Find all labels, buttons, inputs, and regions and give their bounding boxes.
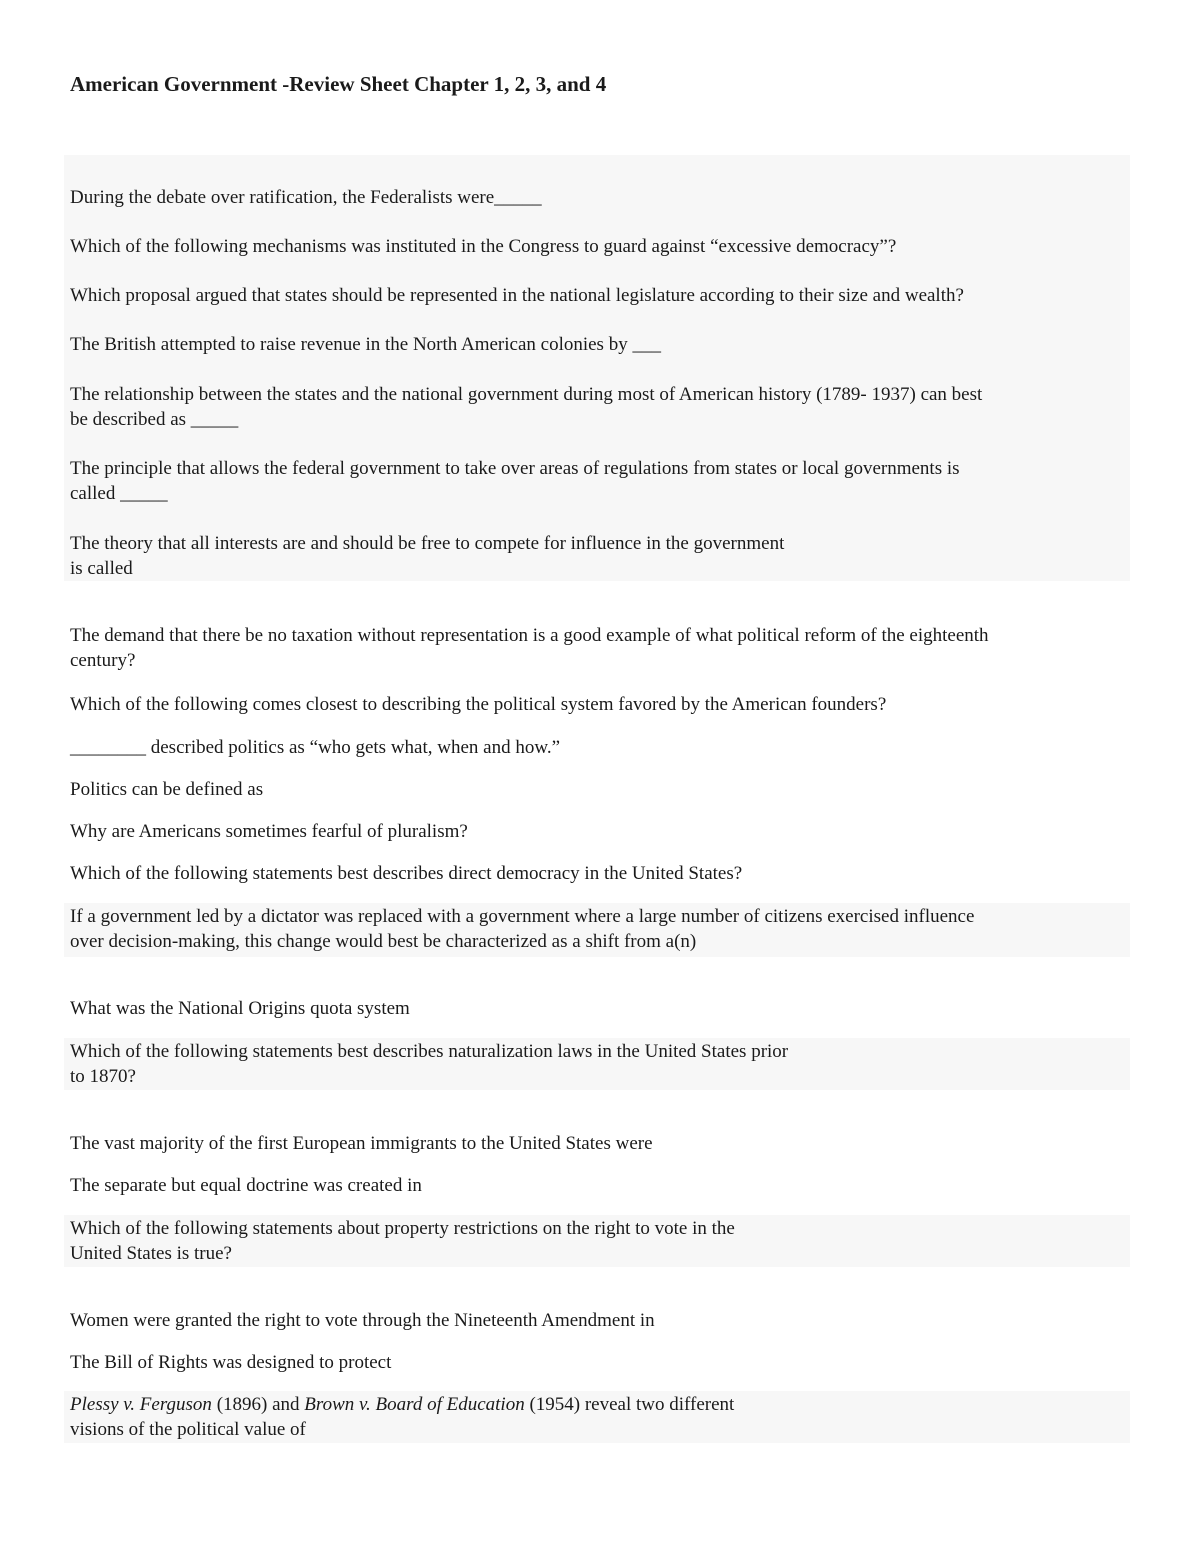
- question-21: The Bill of Rights was designed to protect: [70, 1352, 392, 1373]
- document-title: American Government -Review Sheet Chapter 1, 2, 3, and 4: [70, 72, 607, 96]
- question-20: Women were granted the right to vote through the Nineteenth Amendment in: [70, 1310, 655, 1331]
- question-1: During the debate over ratification, the Federalists were_____: [70, 187, 542, 208]
- question-6: The principle that allows the federal government to take over areas of regulations from states or local governments is called _____: [70, 458, 960, 504]
- shaded-block-1: [64, 155, 1130, 581]
- question-7: The theory that all interests are and should be free to compete for influence in the government is called: [70, 533, 785, 579]
- question-4: The British attempted to raise revenue in the North American colonies by ___: [70, 334, 661, 355]
- question-2: Which of the following mechanisms was instituted in the Congress to guard against “excessive democracy”?: [70, 236, 897, 257]
- question-22-part2: (1954) reveal two different visions of the political value of: [70, 1394, 735, 1440]
- question-22: [70, 1392, 1130, 1442]
- question-22-part1: (1896) and: [211, 1394, 305, 1415]
- question-9: Which of the following comes closest to describing the political system favored by the American founders?: [70, 694, 887, 715]
- question-12: Why are Americans sometimes fearful of pluralism?: [70, 821, 468, 842]
- question-3: Which proposal argued that states should be represented in the national legislature according to their size and wealth?: [70, 285, 964, 306]
- question-11: Politics can be defined as: [70, 779, 264, 800]
- question-19: Which of the following statements about property restrictions on the right to vote in the United States is true?: [70, 1218, 735, 1264]
- question-8: The demand that there be no taxation without representation is a good example of what political reform of the eighteenth century?: [70, 625, 989, 671]
- question-18: The separate but equal doctrine was created in: [70, 1175, 422, 1196]
- case-name-brown: Brown v. Board of Education: [304, 1394, 525, 1415]
- question-17: The vast majority of the first European immigrants to the United States were: [70, 1133, 653, 1154]
- question-10: ________ described politics as “who gets what, when and how.”: [70, 737, 561, 758]
- question-13: Which of the following statements best describes direct democracy in the United States?: [70, 863, 743, 884]
- case-name-plessy: Plessy v. Ferguson: [70, 1394, 212, 1415]
- question-16: Which of the following statements best describes naturalization laws in the United States prior to 1870?: [70, 1041, 789, 1087]
- question-15: What was the National Origins quota system: [70, 998, 410, 1019]
- question-14: If a government led by a dictator was replaced with a government where a large number of citizens exercised influence over decision-making, this change would best be characterized as a shift from a(n): [70, 906, 975, 952]
- question-5: The relationship between the states and the national government during most of American history (1789- 1937) can best be described as _____: [70, 384, 983, 430]
